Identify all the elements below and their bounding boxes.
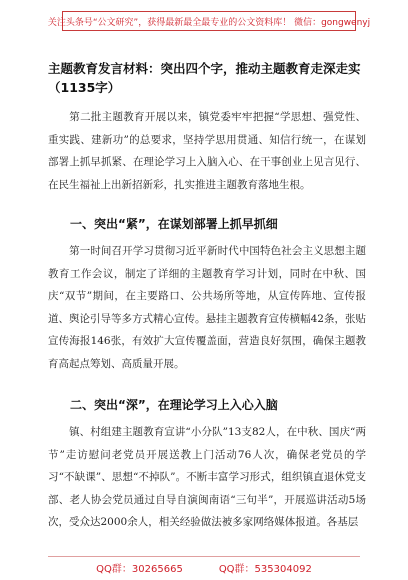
- header-banner: [47, 11, 371, 31]
- section2-paragraph-text: 镇、村组建主题教育宣讲“小分队”13支82人，在中秋、国庆“两节”走访慰问老党员开展送教上门活动76人次，确保老党员的学习“不缺课”、思想“不掉队”。不断丰富学习形式，组织镇直退休党支部、老人协会党员通过自导自演闽南语“三句半”，开展巡讲活动5场次，受众达2000余人，相关经验做法被多家网络媒体报道。各基层: [48, 426, 366, 528]
- footer-qq1: QQ群：30265665: [96, 564, 183, 575]
- section2-paragraph: [48, 421, 366, 534]
- document-title-line1: 主题教育发言材料：突出四个字，推动主题教育走深走实: [48, 61, 361, 76]
- section2-heading: 二、突出“深”，在理论学习上入心入脑: [70, 398, 278, 412]
- document-title-line2: （1135字）: [48, 79, 121, 95]
- intro-paragraph: [48, 106, 366, 196]
- section1-heading: 一、突出“紧”，在谋划部署上抓早抓细: [70, 217, 278, 231]
- document-title: [48, 60, 378, 98]
- footer-qq2: QQ群：535304092: [218, 564, 312, 575]
- section1-paragraph: [48, 240, 366, 375]
- intro-paragraph-text: 第二批主题教育开展以来，镇党委牢牢把握“学思想、强党性、重实践、建新功”的总要求，坚持学思用贯通、知信行统一，在谋划部署上抓早抓紧、在理论学习上入脑入心、在干事创业上见言见行、在民生福祉上出新招新彩，扎实推进主题教育落地生根。: [48, 111, 366, 191]
- footer: [48, 556, 360, 574]
- section1-paragraph-text: 第一时间召开学习贯彻习近平新时代中国特色社会主义思想主题教育工作会议，制定了详细的主题教育学习计划，同时在中秋、国庆“双节”期间，在主要路口、公共场所等地，从宣传阵地、宣传报道、舆论引导等多方式精心宣传。悬挂主题教育宣传横幅42条，张贴宣传海报146张，有效扩大宣传覆盖面，营造良好氛围，确保主题教育高起点筹划、高质量开展。: [48, 245, 366, 370]
- header-banner-text: 关注头条号“公文研究”，获得最新最全最专业的公文资料库！ 微信：gongwenyj: [47, 17, 371, 28]
